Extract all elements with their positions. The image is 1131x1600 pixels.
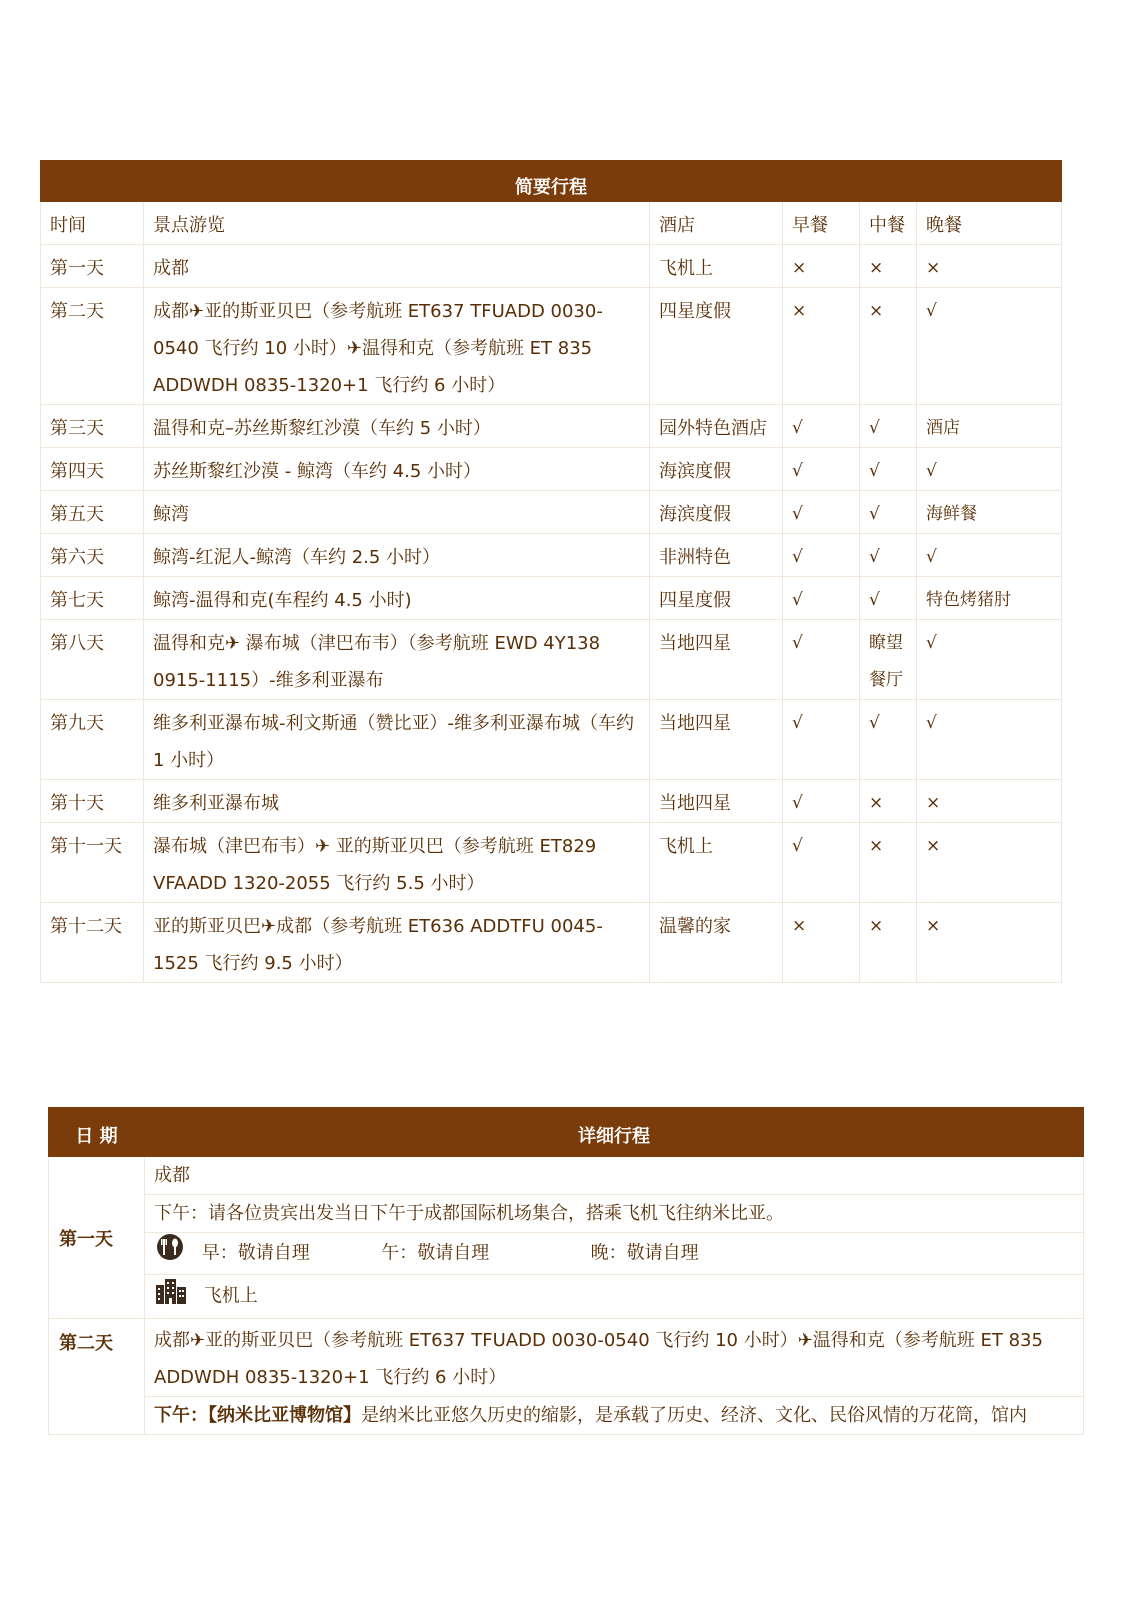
- row-breakfast: ×: [783, 288, 860, 405]
- row-hotel: 海滨度假: [650, 448, 783, 491]
- row-route: 温得和克–苏丝斯黎红沙漠（车约 5 小时）: [144, 405, 650, 448]
- row-route: 鲸湾: [144, 491, 650, 534]
- day1-meal-breakfast: 早：敬请自理: [201, 1242, 310, 1264]
- column-header-lunch: 中餐: [860, 202, 917, 245]
- detailed-itinerary-table: [48, 1107, 1084, 1435]
- row-lunch: √: [860, 534, 917, 577]
- summary-row: [41, 780, 1062, 823]
- row-day: 第十一天: [41, 823, 144, 903]
- row-day: 第五天: [41, 491, 144, 534]
- summary-row: [41, 448, 1062, 491]
- summary-row: [41, 245, 1062, 288]
- row-route: 苏丝斯黎红沙漠 - 鲸湾（车约 4.5 小时）: [144, 448, 650, 491]
- column-header-hotel: 酒店: [650, 202, 783, 245]
- summary-row: [41, 491, 1062, 534]
- row-breakfast: ×: [783, 903, 860, 983]
- row-hotel: 当地四星: [650, 780, 783, 823]
- row-day: 第六天: [41, 534, 144, 577]
- day2-museum-name: 【纳米比亚博物馆】: [208, 1405, 361, 1426]
- row-lunch: √: [860, 405, 917, 448]
- row-lunch: ×: [860, 780, 917, 823]
- row-dinner: ×: [917, 780, 1062, 823]
- row-day: 第二天: [41, 288, 144, 405]
- row-route: 鲸湾-红泥人-鲸湾（车约 2.5 小时）: [144, 534, 650, 577]
- row-hotel: 当地四星: [650, 620, 783, 700]
- summary-row: [41, 577, 1062, 620]
- hotel-icon: [154, 1275, 188, 1318]
- summary-row: [41, 534, 1062, 577]
- row-route: 温得和克✈ 瀑布城（津巴布韦）（参考航班 EWD 4Y138 0915-1115）-维多利亚瀑布: [144, 620, 650, 700]
- row-dinner: 酒店: [917, 405, 1062, 448]
- row-breakfast: √: [783, 780, 860, 823]
- day1-hotel: [145, 1275, 1084, 1319]
- row-breakfast: √: [783, 823, 860, 903]
- row-hotel: 当地四星: [650, 700, 783, 780]
- row-day: 第一天: [41, 245, 144, 288]
- day2-afternoon-label: 下午：: [154, 1405, 208, 1426]
- row-lunch: ×: [860, 245, 917, 288]
- row-lunch: √: [860, 491, 917, 534]
- row-route: 维多利亚瀑布城-利文斯通（赞比亚）-维多利亚瀑布城（车约 1 小时）: [144, 700, 650, 780]
- row-day: 第三天: [41, 405, 144, 448]
- row-day: 第七天: [41, 577, 144, 620]
- row-dinner: ×: [917, 245, 1062, 288]
- row-breakfast: √: [783, 491, 860, 534]
- row-lunch: 瞭望餐厅: [860, 620, 917, 700]
- row-route: 鲸湾-温得和克(车程约 4.5 小时): [144, 577, 650, 620]
- column-header-time: 时间: [41, 202, 144, 245]
- day1-meals: [145, 1233, 1084, 1275]
- row-lunch: √: [860, 448, 917, 491]
- row-lunch: ×: [860, 288, 917, 405]
- row-breakfast: √: [783, 534, 860, 577]
- restaurant-icon: [154, 1233, 186, 1274]
- row-dinner: 海鲜餐: [917, 491, 1062, 534]
- row-hotel: 飞机上: [650, 823, 783, 903]
- row-hotel: 温馨的家: [650, 903, 783, 983]
- row-breakfast: √: [783, 405, 860, 448]
- row-route: 亚的斯亚贝巴✈成都（参考航班 ET636 ADDTFU 0045-1525 飞行约 9.5 小时）: [144, 903, 650, 983]
- row-dinner: ×: [917, 903, 1062, 983]
- row-day: 第四天: [41, 448, 144, 491]
- day2-route: 成都✈亚的斯亚贝巴（参考航班 ET637 TFUADD 0030-0540 飞行约 10 小时）✈温得和克（参考航班 ET 835 ADDWDH 0835-1320+1 飞行约 6 小时）: [145, 1319, 1084, 1397]
- summary-row: [41, 405, 1062, 448]
- summary-row: [41, 823, 1062, 903]
- row-lunch: √: [860, 577, 917, 620]
- row-lunch: ×: [860, 903, 917, 983]
- summary-row: [41, 700, 1062, 780]
- summary-row: [41, 620, 1062, 700]
- day2-museum-description: 是纳米比亚悠久历史的缩影，是承载了历史、经济、文化、民俗风情的万花筒，馆内: [361, 1405, 1027, 1426]
- row-route: 瀑布城（津巴布韦）✈ 亚的斯亚贝巴（参考航班 ET829 VFAADD 1320-2055 飞行约 5.5 小时）: [144, 823, 650, 903]
- day1-afternoon: 下午：请各位贵宾出发当日下午于成都国际机场集合，搭乘飞机飞往纳米比亚。: [145, 1195, 1084, 1233]
- summary-rows: [41, 245, 1062, 983]
- row-day: 第八天: [41, 620, 144, 700]
- row-day: 第十二天: [41, 903, 144, 983]
- row-breakfast: ×: [783, 245, 860, 288]
- row-dinner: ×: [917, 823, 1062, 903]
- row-hotel: 飞机上: [650, 245, 783, 288]
- detail-title: 详细行程: [145, 1108, 1084, 1157]
- row-route: 成都: [144, 245, 650, 288]
- row-day: 第十天: [41, 780, 144, 823]
- row-route: 成都✈亚的斯亚贝巴（参考航班 ET637 TFUADD 0030-0540 飞行约 10 小时）✈温得和克（参考航班 ET 835 ADDWDH 0835-1320+1 飞行约 6 小时）: [144, 288, 650, 405]
- column-header-dinner: 晚餐: [917, 202, 1062, 245]
- date-column-header: 日 期: [49, 1108, 145, 1157]
- row-hotel: 非洲特色: [650, 534, 783, 577]
- row-route: 维多利亚瀑布城: [144, 780, 650, 823]
- row-dinner: √: [917, 448, 1062, 491]
- row-dinner: √: [917, 700, 1062, 780]
- day1-label: 第一天: [49, 1157, 145, 1319]
- summary-row: [41, 903, 1062, 983]
- row-dinner: 特色烤猪肘: [917, 577, 1062, 620]
- summary-itinerary-table: [40, 160, 1062, 983]
- row-breakfast: √: [783, 448, 860, 491]
- day2-label: 第二天: [49, 1319, 145, 1435]
- row-dinner: √: [917, 620, 1062, 700]
- row-breakfast: √: [783, 620, 860, 700]
- summary-row: [41, 288, 1062, 405]
- day1-meal-dinner: 晚：敬请自理: [590, 1242, 699, 1264]
- day2-afternoon: [145, 1397, 1084, 1435]
- row-day: 第九天: [41, 700, 144, 780]
- row-lunch: ×: [860, 823, 917, 903]
- row-hotel: 四星度假: [650, 577, 783, 620]
- row-hotel: 海滨度假: [650, 491, 783, 534]
- row-dinner: √: [917, 534, 1062, 577]
- day1-hotel-text: 飞机上: [203, 1285, 258, 1307]
- row-breakfast: √: [783, 577, 860, 620]
- day1-city: 成都: [145, 1157, 1084, 1195]
- row-hotel: 园外特色酒店: [650, 405, 783, 448]
- column-header-breakfast: 早餐: [783, 202, 860, 245]
- row-lunch: √: [860, 700, 917, 780]
- row-dinner: √: [917, 288, 1062, 405]
- day1-meal-lunch: 午：敬请自理: [381, 1242, 490, 1264]
- row-breakfast: √: [783, 700, 860, 780]
- column-header-attractions: 景点游览: [144, 202, 650, 245]
- row-hotel: 四星度假: [650, 288, 783, 405]
- summary-title: 简要行程: [41, 161, 1062, 202]
